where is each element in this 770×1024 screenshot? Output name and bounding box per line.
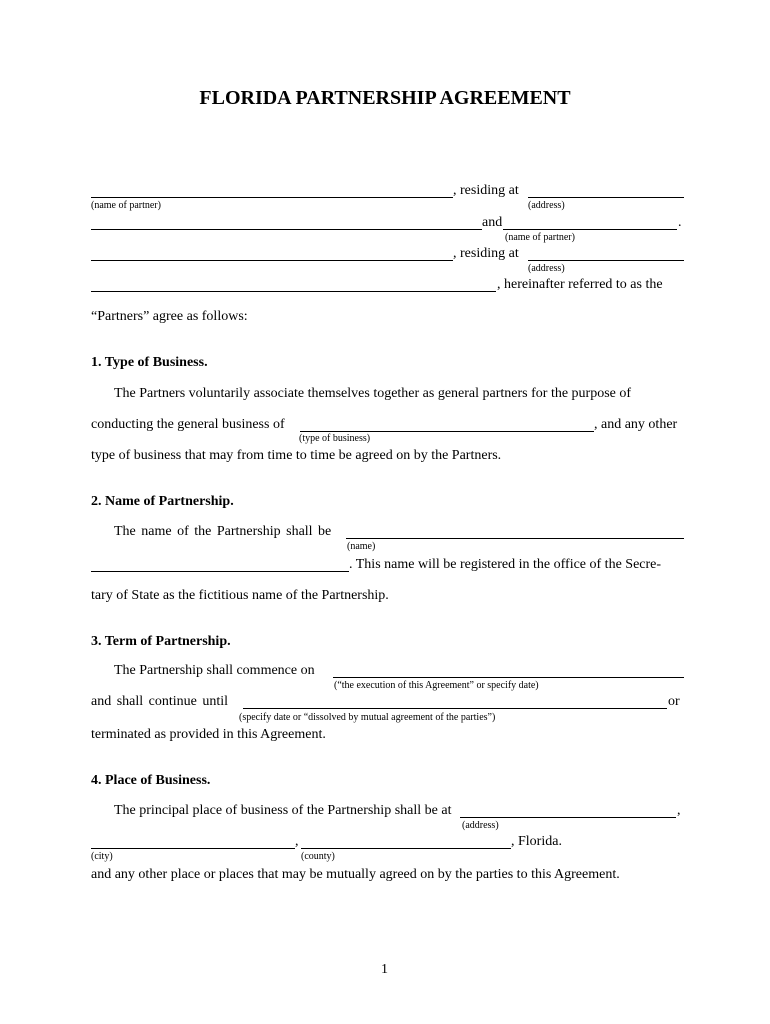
type-of-business-caption: (type of business) bbox=[299, 433, 371, 444]
florida-text: , Florida. bbox=[511, 834, 562, 849]
section1-heading: 1. Type of Business. bbox=[91, 355, 208, 370]
partner1-name-line[interactable] bbox=[91, 197, 453, 198]
city-line[interactable] bbox=[91, 848, 295, 849]
section3-line1-pre: The Partnership shall commence on bbox=[114, 663, 315, 678]
county-caption: (county) bbox=[301, 851, 335, 862]
section2-line3: tary of State as the fictitious name of the Partnership. bbox=[91, 588, 389, 603]
section2-heading: 2. Name of Partnership. bbox=[91, 494, 234, 509]
residing-at-label: , residing at bbox=[453, 183, 519, 198]
section3-line2-pre: and shall continue until bbox=[91, 694, 229, 709]
business-address-line[interactable] bbox=[460, 817, 676, 818]
city-caption: (city) bbox=[91, 851, 113, 862]
section1-line1: The Partners voluntarily associate themselves together as general partners for the purpose of bbox=[114, 386, 632, 401]
commence-date-line[interactable] bbox=[333, 677, 684, 678]
section4-line3: and any other place or places that may be mutually agreed on by the parties to this Agreement. bbox=[91, 867, 620, 882]
and-label: and bbox=[482, 215, 503, 230]
partner1-address-caption: (address) bbox=[528, 200, 565, 211]
residing-at-label-2: , residing at bbox=[453, 246, 519, 261]
section4-heading: 4. Place of Business. bbox=[91, 773, 211, 788]
document-title: FLORIDA PARTNERSHIP AGREEMENT bbox=[199, 87, 571, 109]
partner2-name-continued-line[interactable] bbox=[91, 260, 453, 261]
page-number: 1 bbox=[381, 962, 388, 977]
continue-until-line[interactable] bbox=[243, 708, 667, 709]
section2-line1-pre: The name of the Partnership shall be bbox=[114, 524, 332, 539]
period-mark: . bbox=[678, 215, 682, 230]
partners-agree-text: “Partners” agree as follows: bbox=[91, 309, 248, 324]
business-address-caption: (address) bbox=[462, 820, 499, 831]
partnership-name-caption: (name) bbox=[347, 541, 376, 552]
partnership-name-continued-line[interactable] bbox=[91, 571, 349, 572]
section1-line3: type of business that may from time to time be agreed on by the Partners. bbox=[91, 448, 502, 463]
partner1-address-line[interactable] bbox=[528, 197, 684, 198]
section4-line1-pre: The principal place of business of the Partnership shall be at bbox=[114, 803, 452, 818]
partner2-name-caption: (name of partner) bbox=[505, 232, 575, 243]
partner2-name-line[interactable] bbox=[503, 229, 677, 230]
partnership-name-line[interactable] bbox=[346, 538, 684, 539]
section3-heading: 3. Term of Partnership. bbox=[91, 634, 231, 649]
continue-until-caption: (specify date or “dissolved by mutual agreement of the parties”) bbox=[239, 712, 496, 723]
county-line[interactable] bbox=[301, 848, 511, 849]
hereinafter-text: , hereinafter referred to as the bbox=[497, 277, 663, 292]
commence-date-caption: (“the execution of this Agreement” or specify date) bbox=[334, 680, 539, 691]
partner1-address-continued-line[interactable] bbox=[91, 229, 482, 230]
city-comma: , bbox=[295, 834, 299, 849]
section2-line2-post: . This name will be registered in the office of the Secre- bbox=[349, 557, 662, 572]
partner1-name-caption: (name of partner) bbox=[91, 200, 161, 211]
section3-line3: terminated as provided in this Agreement. bbox=[91, 727, 326, 742]
partner2-address-continued-line[interactable] bbox=[91, 291, 496, 292]
partner2-address-line[interactable] bbox=[528, 260, 684, 261]
section1-line2-pre: conducting the general business of bbox=[91, 417, 285, 432]
section4-line1-post: , bbox=[677, 803, 681, 818]
section3-line2-post: or bbox=[668, 694, 680, 709]
type-of-business-line[interactable] bbox=[300, 431, 594, 432]
section1-line2-post: , and any other bbox=[594, 417, 678, 432]
partner2-address-caption: (address) bbox=[528, 263, 565, 274]
